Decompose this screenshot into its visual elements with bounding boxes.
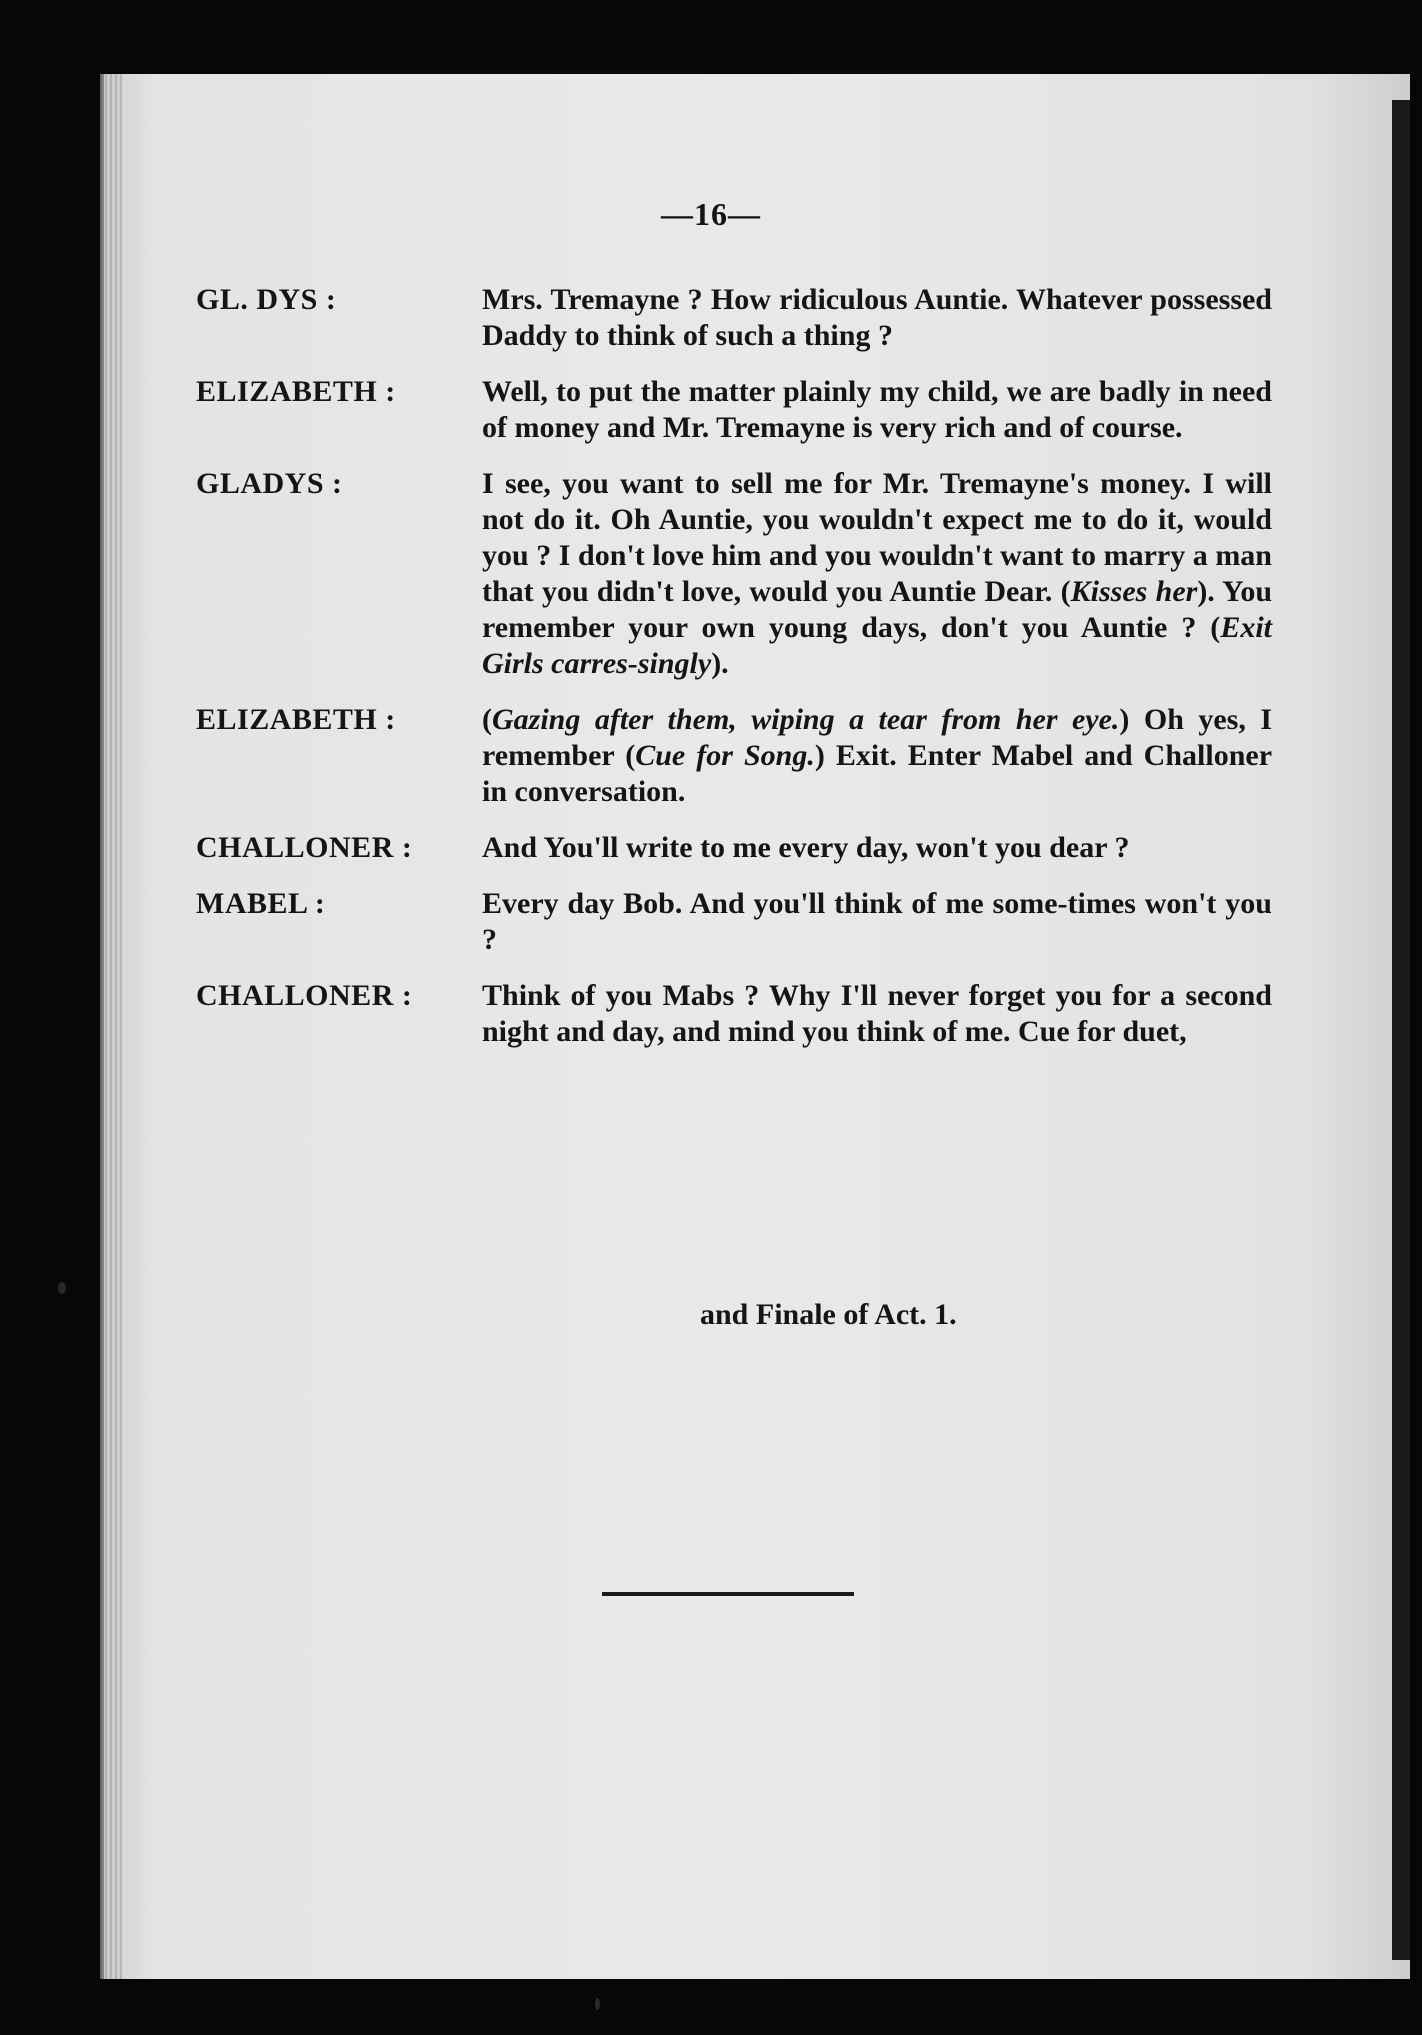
speaker-name: ELIZABETH :: [196, 703, 396, 736]
page-number: —16—: [661, 196, 761, 232]
dialogue-line: And You'll write to me every day, won't you dear ?: [482, 831, 1130, 864]
closing-stage-direction: and Finale of Act. 1.: [700, 1298, 957, 1331]
speaker-name: CHALLONER :: [196, 831, 413, 864]
dialogue-entry: [196, 702, 1276, 810]
dialogue-entry: [196, 282, 1276, 354]
speaker-name: CHALLONER :: [196, 979, 413, 1012]
dialogue-entry: [196, 830, 1276, 866]
script-dialogue: [196, 282, 1276, 1070]
dialogue-line: Think of you Mabs ? Why I'll never forget you for a second night and day, and mind you think of me. Cue for duet,: [482, 979, 1272, 1048]
page-edge-shadow: [1392, 100, 1410, 1960]
scan-speck: [58, 1282, 66, 1294]
dialogue-entry: [196, 886, 1276, 958]
dialogue-entry: [196, 978, 1276, 1050]
dialogue-line: (Gazing after them, wiping a tear from her eye.) Oh yes, I remember (Cue for Song.) Exit. Enter Mabel and Challoner in conversation.: [482, 703, 1273, 808]
speaker-name: ELIZABETH :: [196, 375, 396, 408]
dialogue-entry: [196, 466, 1276, 682]
speaker-name: MABEL :: [196, 887, 326, 920]
scan-speck: [595, 1998, 600, 2010]
binding-edge: [100, 74, 122, 1979]
dialogue-entry: [196, 374, 1276, 446]
dialogue-line: Every day Bob. And you'll think of me some-times won't you ?: [482, 887, 1272, 956]
speaker-name: GLADYS :: [196, 467, 343, 500]
dialogue-line: Mrs. Tremayne ? How ridiculous Auntie. Whatever possessed Daddy to think of such a thing ?: [482, 283, 1272, 352]
dialogue-line: I see, you want to sell me for Mr. Tremayne's money. I will not do it. Oh Auntie, you wouldn't expect me to do it, would you ? I don't love him and you wouldn't want to marry a man that you didn't love, would you Auntie Dear. (Kisses her). You remember your own young days, don't you Auntie ? (Exit Girls carres-singly).: [482, 467, 1273, 680]
end-rule-divider: [602, 1592, 854, 1596]
dialogue-line: Well, to put the matter plainly my child, we are badly in need of money and Mr. Tremayne is very rich and of course.: [482, 375, 1272, 444]
speaker-name: GL. DYS :: [196, 283, 337, 316]
